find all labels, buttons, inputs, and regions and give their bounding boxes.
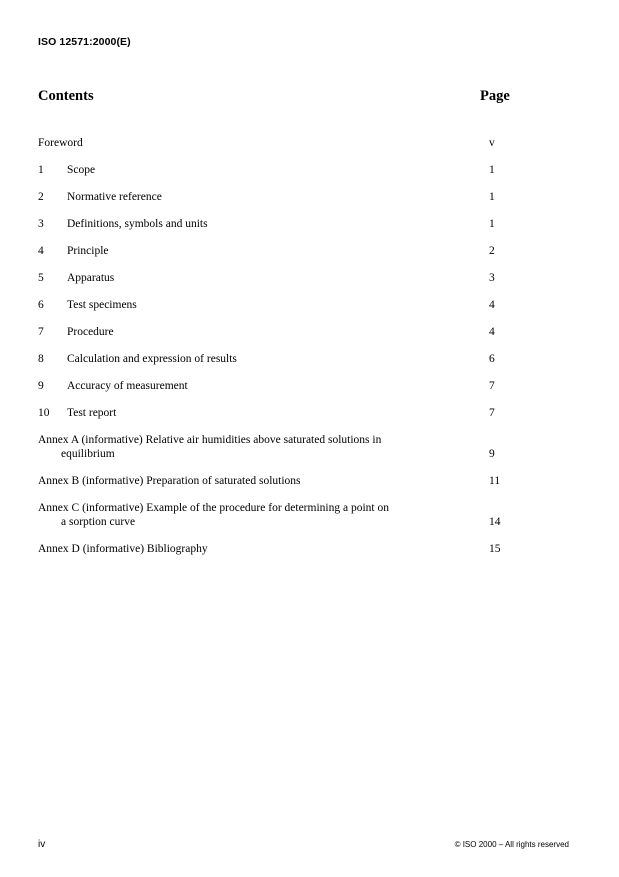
toc-entry-annex-c[interactable] — [38, 501, 518, 529]
toc-entry-page: 4 — [489, 299, 495, 311]
toc-entry-title: Principle — [67, 245, 109, 257]
toc-entry-clause-6[interactable] — [38, 298, 518, 312]
toc-entry-clause-9[interactable] — [38, 379, 518, 393]
toc-entry-clause-10[interactable] — [38, 406, 518, 420]
toc-entry-page: 4 — [489, 326, 495, 338]
toc-entry-annex-a[interactable] — [38, 433, 518, 461]
toc-entry-title: Annex D (informative) Bibliography — [38, 543, 208, 555]
toc-entry-number: 7 — [38, 326, 44, 338]
toc-entry-page: 15 — [489, 543, 501, 555]
toc-entry-clause-3[interactable] — [38, 217, 518, 231]
toc-entry-title: Apparatus — [67, 272, 115, 284]
contents-heading: Contents — [38, 88, 94, 104]
toc-entry-title: Annex B (informative) Preparation of saturated solutions — [38, 475, 301, 487]
toc-entry-foreword[interactable] — [38, 136, 518, 150]
toc-entry-annex-b[interactable] — [38, 474, 518, 488]
toc-entry-page: 1 — [489, 164, 495, 176]
toc-entry-clause-5[interactable] — [38, 271, 518, 285]
toc-entry-title: Accuracy of measurement — [67, 380, 188, 392]
toc-entry-title-continued: equilibrium — [61, 448, 115, 460]
toc-entry-title: Procedure — [67, 326, 114, 338]
toc-entry-title-continued: a sorption curve — [61, 516, 136, 528]
toc-entry-clause-7[interactable] — [38, 325, 518, 339]
toc-entry-page: 1 — [489, 191, 495, 203]
toc-entry-number: 1 — [38, 164, 44, 176]
toc-entry-number: 4 — [38, 245, 44, 257]
toc-entry-page: 14 — [489, 516, 501, 528]
table-of-contents — [38, 136, 518, 569]
toc-entry-number: 2 — [38, 191, 44, 203]
toc-entry-number: 5 — [38, 272, 44, 284]
toc-entry-title: Annex A (informative) Relative air humidities above saturated solutions in — [38, 434, 382, 446]
copyright-notice: © ISO 2000 – All rights reserved — [454, 840, 569, 849]
toc-entry-title: Normative reference — [67, 191, 162, 203]
toc-entry-title: Foreword — [38, 137, 83, 149]
toc-entry-page: 1 — [489, 218, 495, 230]
toc-entry-page: 7 — [489, 380, 495, 392]
toc-entry-title: Scope — [67, 164, 96, 176]
page-number: iv — [38, 839, 46, 850]
toc-entry-title: Definitions, symbols and units — [67, 218, 208, 230]
toc-entry-page: 3 — [489, 272, 495, 284]
toc-entry-clause-1[interactable] — [38, 163, 518, 177]
toc-entry-clause-4[interactable] — [38, 244, 518, 258]
toc-entry-page: v — [489, 137, 495, 149]
toc-entry-page: 6 — [489, 353, 495, 365]
toc-entry-title: Calculation and expression of results — [67, 353, 237, 365]
document-id: ISO 12571:2000(E) — [38, 36, 131, 48]
toc-entry-number: 8 — [38, 353, 44, 365]
toc-entry-page: 2 — [489, 245, 495, 257]
toc-entry-number: 3 — [38, 218, 44, 230]
toc-entry-clause-2[interactable] — [38, 190, 518, 204]
toc-entry-clause-8[interactable] — [38, 352, 518, 366]
page-column-heading: Page — [480, 88, 510, 104]
toc-entry-number: 6 — [38, 299, 44, 311]
toc-entry-page: 9 — [489, 448, 495, 460]
toc-entry-number: 10 — [38, 407, 50, 419]
toc-entry-page: 7 — [489, 407, 495, 419]
toc-entry-page: 11 — [489, 475, 501, 487]
toc-entry-number: 9 — [38, 380, 44, 392]
toc-entry-title: Test report — [67, 407, 117, 419]
toc-entry-title: Test specimens — [67, 299, 137, 311]
toc-entry-annex-d[interactable] — [38, 542, 518, 556]
toc-entry-title: Annex C (informative) Example of the procedure for determining a point on — [38, 502, 389, 514]
